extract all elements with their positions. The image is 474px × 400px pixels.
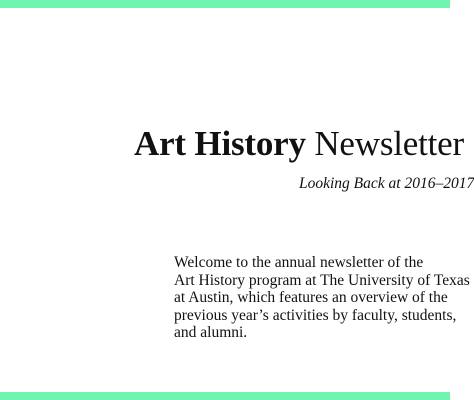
- newsletter-title: [134, 124, 464, 164]
- intro-line: and alumni.: [174, 324, 248, 341]
- intro-paragraph: [174, 254, 470, 342]
- intro-line: Art History program at The University of Texas: [174, 271, 470, 289]
- intro-line: previous year’s activities by faculty, students,: [174, 306, 457, 324]
- intro-line: Welcome to the annual newsletter of the: [174, 254, 424, 271]
- title-regular-part: Newsletter: [314, 124, 464, 163]
- intro-line: at Austin, which features an overview of the: [174, 289, 448, 306]
- top-accent-bar: [0, 0, 450, 8]
- title-bold-part: Art History: [134, 124, 306, 163]
- bottom-accent-bar: [0, 392, 450, 400]
- newsletter-subtitle: Looking Back at 2016–2017: [299, 175, 474, 192]
